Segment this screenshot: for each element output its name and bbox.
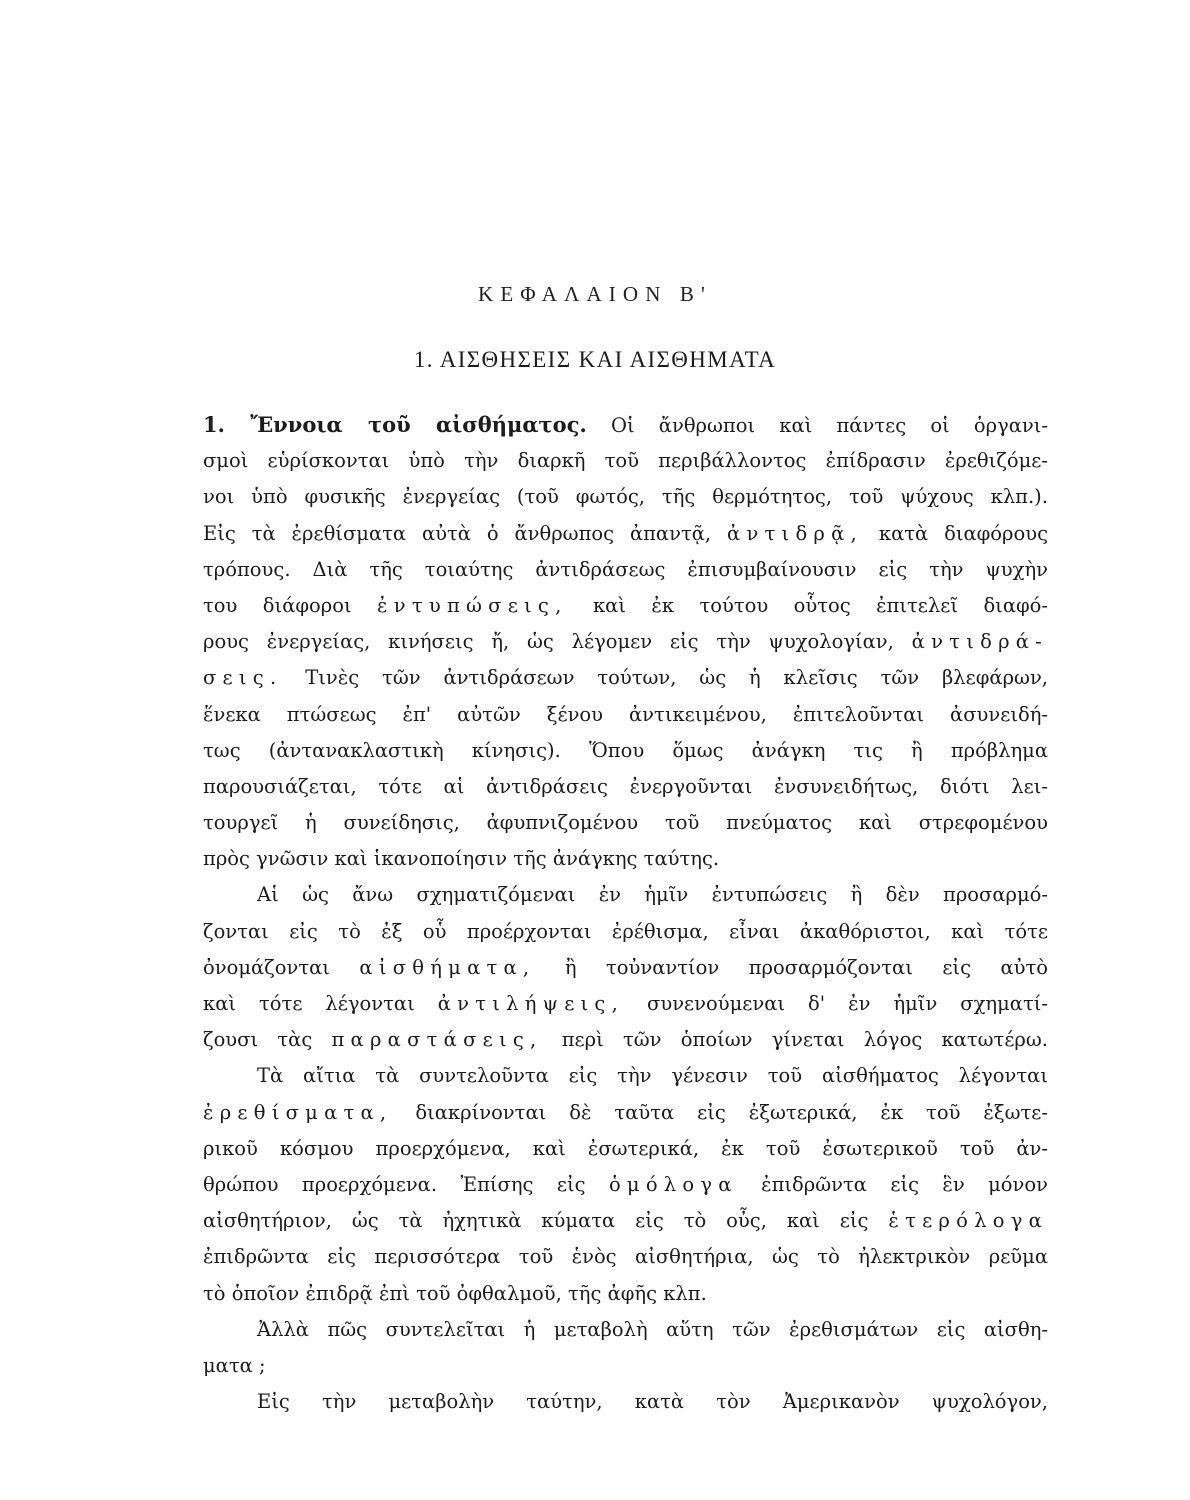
text-segment: καὶ τότε λέγονται	[203, 992, 415, 1015]
text-segment: του διάφοροι	[203, 593, 352, 617]
section-heading: 1. ΑΙΣΘΗΣΕΙΣ ΚΑΙ ΑΙΣΘΗΜΑΤΑ	[413, 347, 777, 372]
text-line: τὸ ὁποῖον ἐπιδρᾷ ἐπὶ τοῦ ὀφθαλμοῦ, τῆς ἀφῆς κλπ.	[203, 1281, 707, 1305]
text-line: τως (ἀντανακλαστικὴ κίνησις). Ὅπου ὅμως ἀνάγκη τις ἢ πρόβλημα	[203, 738, 1048, 762]
emphasized-term: ἀντιδρᾷ,	[727, 521, 863, 545]
emphasized-term: ἀντιδρά-	[911, 630, 1048, 654]
text-segment: Οἱ ἄνθρωποι καὶ πάντες οἱ ὀργανι-	[586, 414, 1048, 437]
text-line	[203, 516, 1048, 552]
text-line: ἐπιδρῶντα εἰς περισσότερα τοῦ ἑνὸς αἰσθητήρια, ὡς τὸ ἠλεκτρικὸν ρεῦμα	[203, 1245, 1048, 1269]
text-segment: κατὰ διαφόρους	[878, 521, 1048, 545]
text-segment: αἰσθητήριον, ὡς τὰ ἠχητικὰ κύματα εἰς τὸ οὖς, καὶ εἰς	[203, 1209, 869, 1233]
text-segment: ἐπιδρῶντα εἰς ἓν μόνον	[761, 1172, 1048, 1196]
text-line: ρικοῦ κόσμου προερχόμενα, καὶ ἐσωτερικά, ἐκ τοῦ ἐσωτερικοῦ τοῦ ἀν-	[203, 1136, 1048, 1160]
text-line	[203, 588, 1048, 624]
text-segment: ζουσι τὰς	[203, 1028, 313, 1052]
emphasized-term: ἐρεθίσματα,	[203, 1100, 393, 1124]
text-line	[203, 1203, 1048, 1239]
text-segment: ὀνομάζονται	[203, 955, 330, 979]
text-line: τρόπους. Διὰ τῆς τοιαύτης ἀντιδράσεως ἐπισυμβαίνουσιν εἰς τὴν ψυχὴν	[203, 557, 1048, 581]
text-line: τουργεῖ ἡ συνείδησις, ἀφυπνιζομένου τοῦ πνεύματος καὶ στρεφομένου	[203, 811, 1048, 835]
emphasized-term: σεις.	[203, 666, 283, 690]
text-line: ματα ;	[203, 1353, 266, 1377]
text-line: Ἀλλὰ πῶς συντελεῖται ἡ μεταβολὴ αὕτη τῶν ἐρεθισμάτων εἰς αἰσθη-	[257, 1317, 1048, 1341]
text-segment: ἢ τοὐναντίον προσαρμόζονται εἰς αὐτὸ	[564, 955, 1048, 979]
body-text	[203, 407, 1048, 1420]
text-segment: θρώπου προερχόμενα. Ἐπίσης εἰς	[203, 1172, 586, 1196]
text-line	[203, 986, 1048, 1022]
text-line	[203, 407, 1048, 443]
text-line	[203, 1022, 1048, 1058]
text-line: Αἱ ὡς ἄνω σχηματιζόμεναι ἐν ἡμῖν ἐντυπώσεις ἢ δὲν προσαρμό-	[257, 883, 1048, 907]
text-line	[203, 624, 1048, 660]
text-segment: Εἰς τὰ ἐρεθίσματα αὐτὰ ὁ ἄνθρωπος ἀπαντᾷ,	[203, 521, 712, 545]
text-segment: Τινὲς τῶν ἀντιδράσεων τούτων, ὡς ἡ κλεῖσις τῶν βλεφάρων,	[305, 666, 1048, 690]
text-segment: καὶ ἐκ τούτου οὗτος ἐπιτελεῖ διαφό-	[592, 593, 1048, 617]
text-segment: περὶ τῶν ὁποίων γίνεται λόγος κατωτέρω.	[561, 1028, 1048, 1052]
emphasized-term: ἑτερόλογα	[888, 1209, 1048, 1233]
text-line: Τὰ αἴτια τὰ συντελοῦντα εἰς τὴν γένεσιν τοῦ αἰσθήματος λέγονται	[257, 1064, 1048, 1088]
text-line: παρουσιάζεται, τότε αἱ ἀντιδράσεις ἐνεργοῦνται ἐνσυνειδήτως, διότι λει-	[203, 774, 1048, 798]
text-line: πρὸς γνῶσιν καὶ ἱκανοποίησιν τῆς ἀνάγκης ταύτης.	[203, 847, 720, 871]
text-line: νοι ὑπὸ φυσικῆς ἐνεργείας (τοῦ φωτός, τῆς θερμότητος, τοῦ ψύχους κλπ.).	[203, 485, 1048, 509]
emphasized-term: ἐντυπώσεις,	[377, 593, 568, 617]
emphasized-term: ὁμόλογα	[608, 1172, 738, 1196]
emphasized-term: ἀντιλήψεις,	[437, 992, 625, 1015]
text-line: Εἰς τὴν μεταβολὴν ταύτην, κατὰ τὸν Ἀμερικανὸν ψυχολόγον,	[257, 1390, 1048, 1414]
text-line	[203, 950, 1048, 986]
text-line	[203, 1167, 1048, 1203]
text-line	[203, 660, 1048, 696]
text-line: σμοὶ εὑρίσκονται ὑπὸ τὴν διαρκῆ τοῦ περιβάλλοντος ἐπίδρασιν ἐρεθιζόμε-	[203, 449, 1048, 473]
emphasized-term: αἰσθήματα,	[359, 955, 536, 979]
chapter-heading: ΚΕΦΑΛΑΙΟΝ Β'	[478, 282, 712, 306]
text-segment: συνενούμεναι δ' ἐν ἡμῖν σχηματί-	[647, 992, 1048, 1015]
subsection-title: 1. Ἔννοια τοῦ αἰσθήματος.	[203, 412, 587, 437]
text-line: ζονται εἰς τὸ ἐξ οὗ προέρχονται ἐρέθισμα, εἶναι ἀκαθόριστοι, καὶ τότε	[203, 919, 1048, 943]
text-line	[203, 1095, 1048, 1131]
text-segment: διακρίνονται δὲ ταῦτα εἰς ἐξωτερικά, ἐκ τοῦ ἐξωτε-	[415, 1100, 1048, 1124]
emphasized-term: παραστάσεις,	[331, 1028, 543, 1052]
text-segment: ρους ἐνεργείας, κινήσεις ἤ, ὡς λέγομεν εἰς τὴν ψυχολογίαν,	[203, 630, 894, 654]
text-line: ἕνεκα πτώσεως ἐπ' αὐτῶν ξένου ἀντικειμένου, ἐπιτελοῦνται ἀσυνειδή-	[203, 702, 1048, 726]
